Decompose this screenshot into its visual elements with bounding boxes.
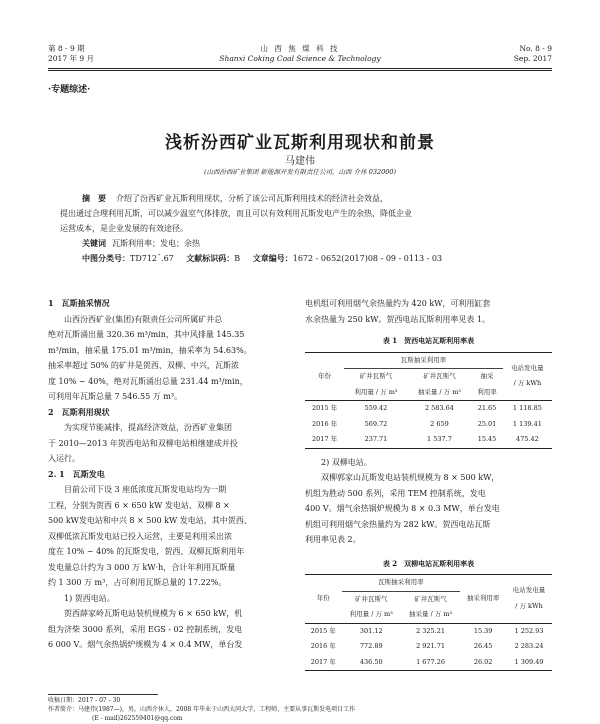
para-3-line: 工程，分别为贺西 6 × 650 kW 发电站、双柳 8 ×	[48, 500, 230, 510]
table-header-use: 矿井瓦斯气	[359, 372, 393, 380]
footnote-rule	[48, 694, 158, 695]
affiliation: (山西汾西矿业集团 新能源开发有限责任公司，山西 介休 032000)	[203, 168, 397, 176]
table-header-use-unit: 利用量 / 万 m³	[349, 610, 393, 618]
running-header-right	[514, 44, 552, 64]
para-5-line: 水余热量为 250 kW。贺西电站瓦斯利用率见表 1。	[305, 314, 491, 324]
para-1-line: 山西汾西矿业(集团)有限责任公司所属矿井总	[64, 314, 223, 324]
table-header-use: 矿井瓦斯气	[354, 594, 388, 603]
table-header-rate: 抽采利用率	[460, 575, 506, 624]
table-header-rate-unit: 利用率	[477, 387, 497, 396]
right-column	[305, 296, 552, 671]
para-1-line: m³/min，抽采量 175.01 m³/min，抽采率为 54.63%。	[48, 345, 252, 355]
abstract-label: 摘 要	[82, 193, 106, 203]
para-4-line: 6 000 V。烟气余热锅炉规模为 4 × 0.4 MW，单台发	[48, 640, 243, 649]
para-3-line: 500 kW发电站和中兴 8 × 500 kW 发电站，其中贺西、	[48, 516, 252, 525]
table-header-drain-unit: 抽采量 / 万 m³	[408, 610, 453, 618]
table-row: 2015 年 559.42 2 583.64 21.65 1 118.85	[312, 404, 542, 412]
issue-date-en: Sep. 2017	[513, 54, 552, 63]
left-column	[48, 296, 296, 653]
para-6-line: 机组可利用烟气余热量约为 282 kW。贺西电站瓦斯	[305, 519, 491, 529]
para-5-line: 电机组可利用烟气余热量约为 420 kW，可利用缸套	[305, 299, 491, 308]
journal-name-en: Shanxi Coking Coal Science & Technology	[219, 54, 381, 63]
header-rule-thin	[48, 70, 552, 71]
para-3-line: 双柳低浓瓦斯发电站已投入运营，主要是利用采出浓	[48, 531, 232, 541]
author: 马建伟	[285, 156, 315, 167]
para-1-line: 抽采率超过 50% 的矿井是贺西、双柳、中兴，瓦斯浓	[48, 361, 239, 370]
article-no: 1672 - 0652(2017)08 - 09 - 0113 - 03	[292, 254, 443, 263]
para-6-line: 双柳郭家山瓦斯发电站装机规模为 8 × 500 kW，	[321, 473, 500, 482]
para-2-line: 于 2010—2013 年贺西电站和双柳电站相继建成并投	[48, 438, 238, 448]
para-1-line: 可利用年瓦斯总量 7 546.55 万 m³。	[48, 392, 183, 401]
item-1: 1) 贺西电站。	[64, 593, 115, 603]
item-2: 2) 双柳电站。	[321, 457, 372, 467]
table-2	[305, 574, 552, 671]
para-3-line: 目前公司下设 3 座低浓度瓦斯发电站均为一期	[64, 485, 227, 494]
journal-name	[0, 44, 600, 64]
table-row: 2016 年 772.89 2 921.71 26.45 2 283.24	[310, 642, 544, 650]
received-date: 收稿日期：2017 - 07 - 30	[48, 697, 121, 704]
table-header-year: 年份	[305, 352, 344, 401]
issue-number-en: No. 8 - 9	[519, 44, 552, 53]
table-row: 2016 年 569.72 2 659 25.01 1 139.41	[312, 419, 542, 428]
para-1-line: 度 10% ~ 40%，绝对瓦斯涌出总量 231.44 m³/min，	[48, 376, 248, 386]
table-header-rate: 抽采	[480, 372, 494, 380]
section-1-heading: 1 瓦斯抽采情况	[48, 298, 110, 308]
para-3-line: 度在 10% ~ 40% 的瓦斯发电，贺西、双柳瓦斯利用年	[48, 547, 245, 556]
table-1	[305, 352, 552, 449]
table-header-power: 电站发电量 / 万 kWh	[503, 352, 552, 401]
section-tag: ·专题综述·	[48, 85, 91, 95]
table-row: 2015 年 301.12 2 325.21 15.39 1 252.93	[310, 626, 544, 635]
para-1-line: 绝对瓦斯涌出量 320.36 m³/min，其中风排量 145.35	[48, 330, 245, 339]
para-6-line: 机组为胜动 500 系列，采用 TEM 控制系统，发电	[305, 488, 486, 498]
table-header-drain: 矿井瓦斯气	[423, 372, 456, 380]
para-2-line: 入运行。	[48, 454, 80, 463]
para-3-line: 约 1 300 万 m³，占可利用瓦斯总量的 17.22%。	[48, 578, 227, 587]
table-1-caption: 表 1 贺西电站瓦斯利用率表	[382, 336, 475, 345]
table-header-use-unit: 利用量 / 万 m³	[354, 387, 398, 396]
keywords-label: 关键词	[82, 238, 106, 248]
table-row: 2017 年 237.71 1 537.7 15.45 475.42	[305, 432, 552, 448]
abstract-text-2: 提出通过合理利用瓦斯，可以减少温室气体排放，而且可以有效利用瓦斯发电产生的余热，降低企业	[60, 209, 412, 218]
keywords-text: 瓦斯利用率；发电；余热	[112, 239, 200, 248]
abstract-text-3: 运营成本，是企业发展的有效途径。	[60, 224, 188, 233]
table-header-year: 年份	[305, 575, 342, 624]
para-2-line: 为实现节能减排，提高经济效益，汾西矿业集团	[64, 423, 232, 432]
issue-date: 2017 年 9 月	[48, 54, 95, 63]
para-6-line: 利用率见表 2。	[305, 535, 361, 544]
article-title: 浅析汾西矿业瓦斯利用现状和前景	[165, 133, 435, 153]
table-header-drain: 矿井瓦斯气	[414, 594, 447, 603]
journal-name-cn: 山 西 焦 煤 科 技	[260, 44, 340, 53]
header-rule	[48, 68, 552, 69]
table-row: 2017 年 436.50 1 677.26 26.02 1 309.49	[305, 655, 552, 671]
author-bio: 作者简介：马建伟(1987—)，男，山西介休人，2008 年毕业于山西大同大学，工程师，主要从事瓦斯发电项目工作	[48, 706, 356, 713]
clc-number: TD712ˉ.67	[130, 254, 174, 263]
issue-number: 第 8 - 9 期	[48, 44, 85, 53]
abstract	[60, 191, 540, 266]
doc-code-label: 文献标识码：	[186, 253, 235, 263]
footnote	[48, 696, 568, 723]
section-2-heading: 2 瓦斯利用现状	[48, 406, 110, 417]
table-group-header: 瓦斯抽采利用率	[344, 352, 503, 369]
table-header-drain-unit: 抽采量 / 万 m³	[417, 387, 462, 396]
para-6-line: 400 V。烟气余热锅炉规模为 8 × 0.3 MW，单台发电	[305, 504, 500, 513]
doc-code: B	[234, 254, 241, 263]
author-email: (E - mail)262559401@qq.com	[92, 715, 183, 722]
table-header-power: 电站发电量 / 万 kWh	[506, 575, 552, 624]
article-no-label: 文章编号：	[252, 253, 293, 263]
clc-label: 中图分类号：	[82, 253, 130, 263]
para-3-line: 发电量总计约为 3 000 万 kW·h，合计年利用瓦斯量	[48, 562, 236, 572]
table-group-header: 瓦斯抽采利用率	[342, 575, 461, 592]
table-2-caption: 表 2 双柳电站瓦斯利用率表	[382, 558, 475, 568]
para-4-line: 组为济柴 3000 系列，采用 EGS - 02 控制系统，发电	[48, 624, 243, 634]
para-4-line: 贺西薛家岭瓦斯电站装机规模为 6 × 650 kW，机	[64, 609, 243, 618]
abstract-text: 介绍了汾西矿业瓦斯利用现状，分析了该公司瓦斯利用技术的经济社会效益，	[116, 194, 388, 203]
section-2-1-heading: 2. 1 瓦斯发电	[48, 468, 105, 479]
